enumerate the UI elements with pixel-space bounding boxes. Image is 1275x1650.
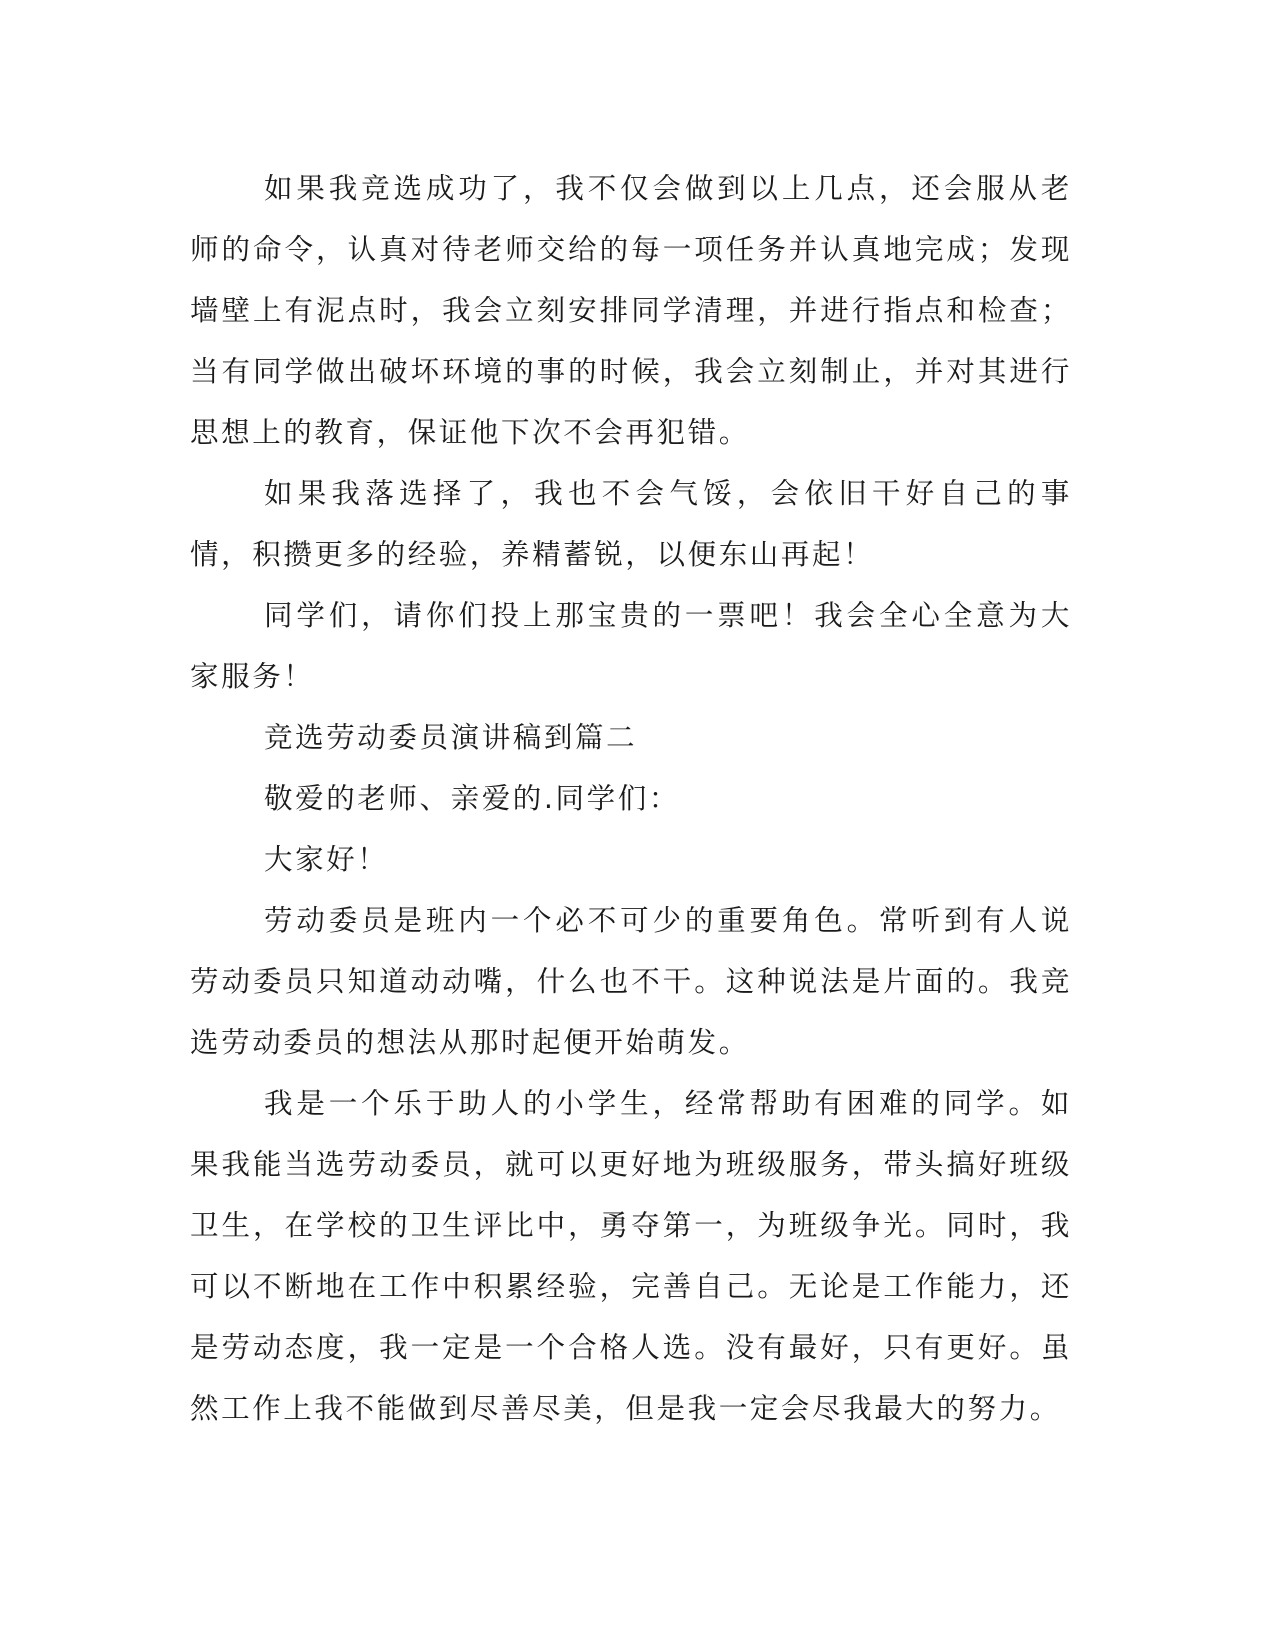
greeting: 大家好！ [264, 843, 389, 876]
paragraph-self-description: 我是一个乐于助人的小学生，经常帮助有困难的同学。如果我能当选劳动委员，就可以更好地为班级服务，带头搞好班级卫生，在学校的卫生评比中，勇夺第一，为班级争光。同时，我可以不断地在工作中积累经验，完善自己。无论是工作能力，还是劳动态度，我一定是一个合格人选。没有最好，只有更好。虽然工作上我不能做到尽善尽美，但是我一定会尽我最大的努力。 [190, 1087, 1072, 1425]
paragraph-vote-appeal: 同学们，请你们投上那宝贵的一票吧！我会全心全意为大家服务！ [190, 599, 1072, 693]
section-title-part-two: 竞选劳动委员演讲稿到篇二 [264, 721, 638, 754]
salutation: 敬爱的老师、亲爱的.同学们： [264, 782, 680, 815]
document-body [190, 158, 1072, 1439]
paragraph-campaign-promise: 如果我竞选成功了，我不仅会做到以上几点，还会服从老师的命令，认真对待老师交给的每一项任务并认真地完成；发现墙壁上有泥点时，我会立刻安排同学清理，并进行指点和检查；当有同学做出破坏环境的事的时候，我会立刻制止，并对其进行思想上的教育，保证他下次不会再犯错。 [190, 172, 1072, 449]
paragraph-if-not-elected: 如果我落选择了，我也不会气馁，会依旧干好自己的事情，积攒更多的经验，养精蓄锐，以便东山再起！ [190, 477, 1072, 571]
paragraph-role-intro: 劳动委员是班内一个必不可少的重要角色。常听到有人说劳动委员只知道动动嘴，什么也不干。这种说法是片面的。我竞选劳动委员的想法从那时起便开始萌发。 [190, 904, 1072, 1059]
